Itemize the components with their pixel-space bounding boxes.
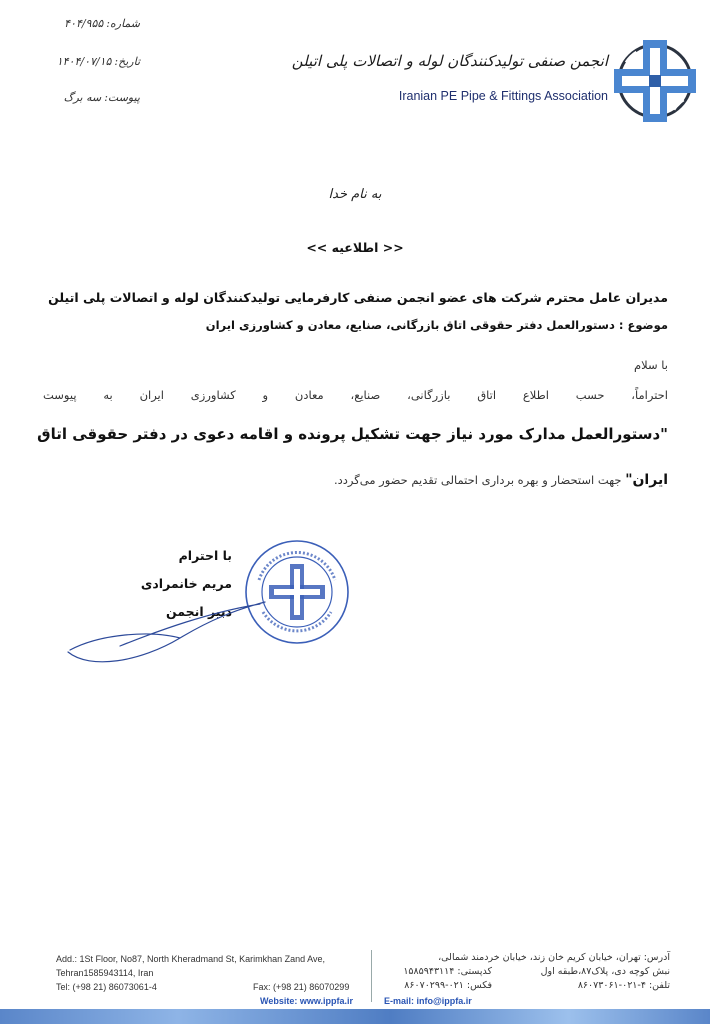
letter-date: تاریخ:۱۴۰۴/۰۷/۱۵	[56, 55, 140, 68]
paragraph-line-3-bold: ایران"	[625, 472, 668, 488]
paragraph-line-3-rest: جهت استحضار و بهره برداری احتمالی تقدیم حضور می‌گردد.	[334, 473, 626, 487]
paragraph-line-1: احتراماً، حسب اطلاع اتاق بازرگانی، صنایع، معادن و کشاورزی ایران به پیوست	[43, 388, 668, 402]
signature-name: مریم خانمرادی	[140, 576, 232, 591]
footer-email[interactable]: E-mail: info@ippfa.ir	[384, 996, 472, 1006]
paragraph-line-2: "دستورالعمل مدارک مورد نیاز جهت تشکیل پرونده و اقامه دعوی در دفتر حقوقی اتاق	[37, 425, 668, 443]
letter-attachment: پیوست:سه برگ	[63, 91, 140, 104]
addressee: مدیران عامل محترم شرکت های عضو انجمن صنفی کارفرمایی تولیدکنندگان لوله و اتصالات پلی اتیلن	[48, 290, 668, 305]
footer-address-fa-line1: آدرس: تهران، خیابان کریم خان زند، خیابان خردمند شمالی،	[438, 952, 670, 963]
notice-title: << اطلاعیه >>	[306, 240, 404, 255]
footer-address-en-line1: Add.: 1St Floor, No87, North Kheradmand St, Karimkhan Zand Ave,	[56, 954, 325, 964]
subject-label: موضوع :	[618, 318, 668, 332]
subject-line	[206, 318, 668, 332]
footer-fax-en: Fax: (+98 21) 86070299	[253, 982, 350, 992]
footer-fax-fa: فکس: ۰۲۱-۸۶۰۷۰۲۹۹	[404, 980, 492, 991]
footer-decorative-bar	[0, 1009, 710, 1024]
basmala: به نام خدا	[328, 187, 382, 202]
footer-postal-code-fa: کدپستی: ۱۵۸۵۹۴۳۱۱۴	[403, 966, 492, 977]
signature-title: دبیر انجمن	[166, 604, 232, 619]
letter-number: شماره:۴۰۴/۹۵۵	[64, 17, 140, 30]
association-name-en: Iranian PE Pipe & Fittings Association	[398, 89, 608, 103]
association-logo-icon	[612, 38, 698, 124]
footer-divider	[371, 950, 372, 1002]
association-name-fa: انجمن صنفی تولیدکنندگان لوله و اتصالات پلی اتیلن	[291, 52, 608, 70]
paragraph-line-3	[334, 472, 668, 488]
footer-website[interactable]: Website: www.ippfa.ir	[260, 996, 354, 1006]
footer-tel-fa: تلفن: ۴-۰۲۱-۸۶۰۷۳۰۶۱	[577, 980, 670, 991]
footer-address-en-line2: Tehran1585943114, Iran	[56, 968, 154, 978]
greeting: با سلام	[634, 358, 668, 372]
footer-tel-en: Tel: (+98 21) 86073061-4	[56, 982, 157, 992]
footer-address-fa-line2: نبش کوچه دی، پلاک۸۷،طبقه اول	[540, 966, 670, 977]
subject-text: دستورالعمل دفتر حقوقی اتاق بازرگانی، صنایع، معادن و کشاورزی ایران	[205, 318, 615, 332]
signature-closing: با احترام	[178, 548, 232, 563]
handwritten-signature-icon	[60, 590, 280, 670]
